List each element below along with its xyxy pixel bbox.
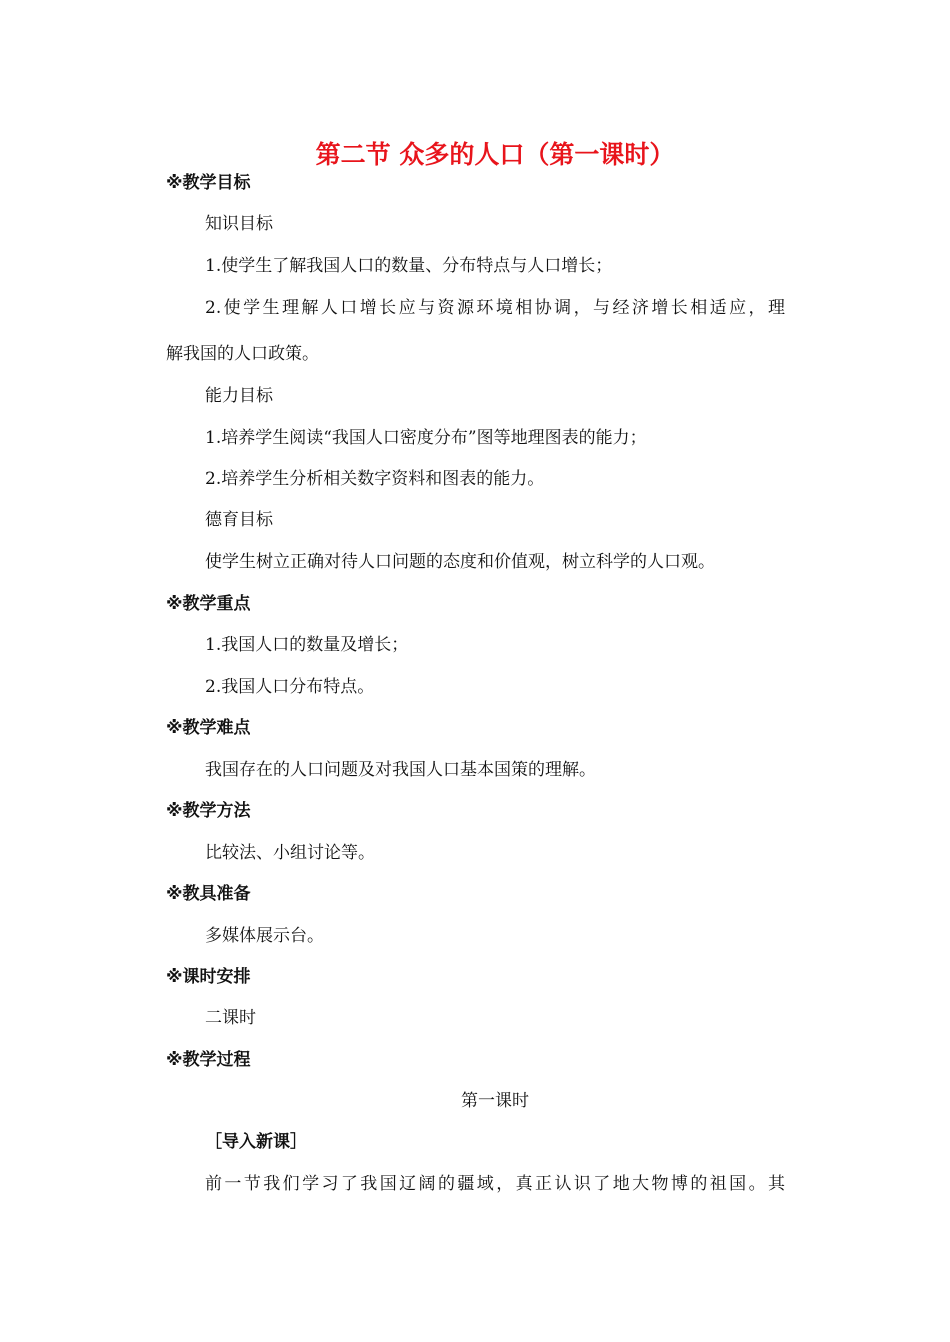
difficulty-text: 我国存在的人口问题及对我国人口基本国策的理解。 (205, 760, 596, 780)
section-heading-process: ※教学过程 (166, 1050, 251, 1070)
knowledge-objective-continuation: 解我国的人口政策。 (166, 344, 319, 364)
tools-text: 多媒体展示台。 (205, 926, 324, 946)
section-heading-difficulties: ※教学难点 (166, 718, 251, 738)
knowledge-objective-label: 知识目标 (205, 214, 273, 234)
knowledge-objective-item: 1.使学生了解我国人口的数量、分布特点与人口增长； (205, 256, 613, 276)
moral-objective-item: 使学生树立正确对待人口问题的态度和价值观，树立科学的人口观。 (205, 552, 715, 572)
section-heading-schedule: ※课时安排 (166, 967, 251, 987)
lesson-title: 第一课时 (461, 1091, 529, 1111)
intro-text: 前一节我们学习了我国辽阔的疆域，真正认识了地大物博的祖国。其 (205, 1174, 785, 1194)
ability-objective-item: 2.培养学生分析相关数字资料和图表的能力。 (205, 469, 545, 489)
methods-text: 比较法、小组讨论等。 (205, 843, 375, 863)
section-heading-key-points: ※教学重点 (166, 594, 251, 614)
moral-objective-label: 德育目标 (205, 510, 273, 530)
ability-objective-item: 1.培养学生阅读“我国人口密度分布”图等地理图表的能力； (205, 428, 647, 448)
ability-objective-label: 能力目标 (205, 386, 273, 406)
key-point-item: 1.我国人口的数量及增长； (205, 635, 409, 655)
section-heading-tools: ※教具准备 (166, 884, 251, 904)
intro-label: ［导入新课］ (205, 1132, 307, 1152)
section-heading-objectives: ※教学目标 (166, 173, 251, 193)
section-heading-methods: ※教学方法 (166, 801, 251, 821)
knowledge-objective-item: 2.使学生理解人口增长应与资源环境相协调，与经济增长相适应，理 (205, 298, 785, 318)
key-point-item: 2.我国人口分布特点。 (205, 677, 375, 697)
page-title: 第二节 众多的人口（第一课时） (315, 140, 675, 169)
schedule-text: 二课时 (205, 1008, 256, 1028)
